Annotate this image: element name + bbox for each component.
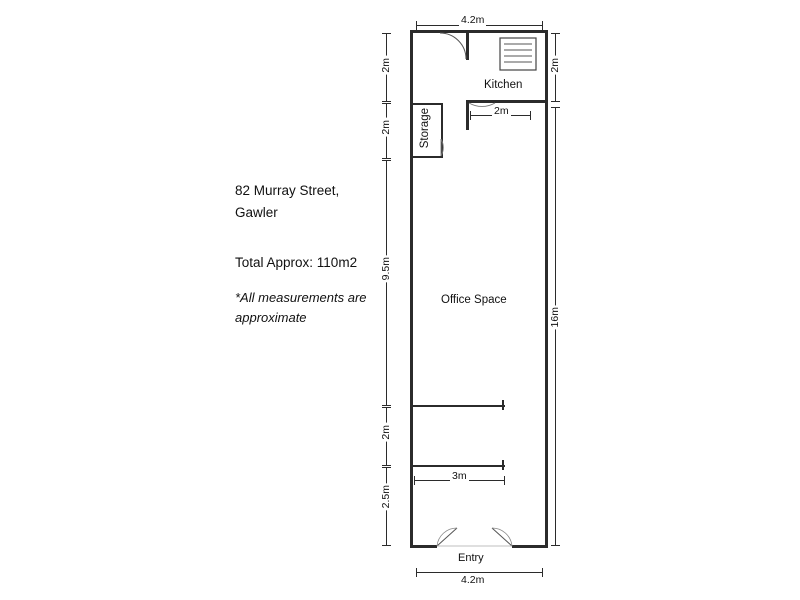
exterior-wall-bottom-left — [410, 545, 437, 548]
exterior-wall-top — [410, 30, 548, 33]
storage-wall-top — [410, 103, 443, 105]
dim-line-left-office — [386, 160, 387, 405]
kitchen-wall-vertical — [466, 30, 469, 60]
kitchen-wall-stub — [466, 100, 469, 130]
office-wall-lower — [410, 405, 505, 407]
room-label-storage: Storage — [419, 108, 431, 149]
dim-tick-right-kitchen-bottom — [551, 101, 560, 102]
dim-tick-left-1b — [382, 101, 391, 102]
dim-label-left-top-2: 2m — [380, 120, 392, 135]
dim-tick-kitchen-inner-left — [470, 111, 471, 120]
dim-label-left-lower-1: 2m — [380, 425, 392, 440]
dim-tick-top-left — [416, 21, 417, 30]
dim-tick-left-2b — [382, 158, 391, 159]
address-line-1: 82 Murray Street, — [235, 183, 340, 198]
dim-tick-left-1a — [382, 33, 391, 34]
room-label-office: Office Space — [441, 294, 507, 306]
address-line-2: Gawler — [235, 205, 278, 220]
dim-tick-lower-inner-right — [504, 476, 505, 485]
dim-tick-left-3b — [382, 405, 391, 406]
dim-tick-bottom-right — [542, 568, 543, 577]
room-label-kitchen: Kitchen — [484, 79, 523, 91]
partition-wall-lower — [410, 465, 505, 467]
dim-label-left-lower-2: 2.5m — [380, 485, 392, 509]
kitchen-wall-bottom — [466, 100, 548, 103]
storage-wall-bottom — [410, 156, 443, 158]
dim-tick-left-4a — [382, 407, 391, 408]
storage-wall-right — [441, 103, 443, 158]
dim-tick-left-5a — [382, 467, 391, 468]
dim-tick-lower-inner-left — [414, 476, 415, 485]
exterior-wall-right — [545, 30, 548, 548]
dim-label-top-width: 4.2m — [461, 14, 485, 26]
dim-tick-left-4b — [382, 465, 391, 466]
dim-label-bottom-width: 4.2m — [461, 574, 485, 586]
exterior-wall-left — [410, 30, 413, 548]
dim-tick-right-kitchen-top — [551, 33, 560, 34]
total-area-label: Total Approx: 110m2 — [235, 255, 358, 270]
dim-label-right-total: 16m — [549, 307, 561, 328]
disclaimer-note: *All measurements are approximate — [235, 290, 367, 325]
exterior-wall-bottom-right — [512, 545, 548, 548]
dim-tick-right-total-top — [551, 107, 560, 108]
dim-tick-left-3a — [382, 160, 391, 161]
dim-tick-left-5b — [382, 545, 391, 546]
dim-label-right-kitchen: 2m — [549, 58, 561, 73]
dim-tick-left-2a — [382, 103, 391, 104]
dim-tick-bottom-left — [416, 568, 417, 577]
dim-label-left-office: 9.5m — [380, 257, 392, 281]
dim-tick-top-right — [542, 21, 543, 30]
entry-label: Entry — [458, 552, 484, 564]
dim-tick-right-total-bottom — [551, 545, 560, 546]
dim-line-bottom-width — [416, 572, 542, 573]
dim-label-left-top-1: 2m — [380, 58, 392, 73]
dim-label-lower-inner: 3m — [452, 470, 467, 482]
dim-label-kitchen-inner: 2m — [494, 105, 509, 117]
dim-tick-kitchen-inner-right — [530, 111, 531, 120]
